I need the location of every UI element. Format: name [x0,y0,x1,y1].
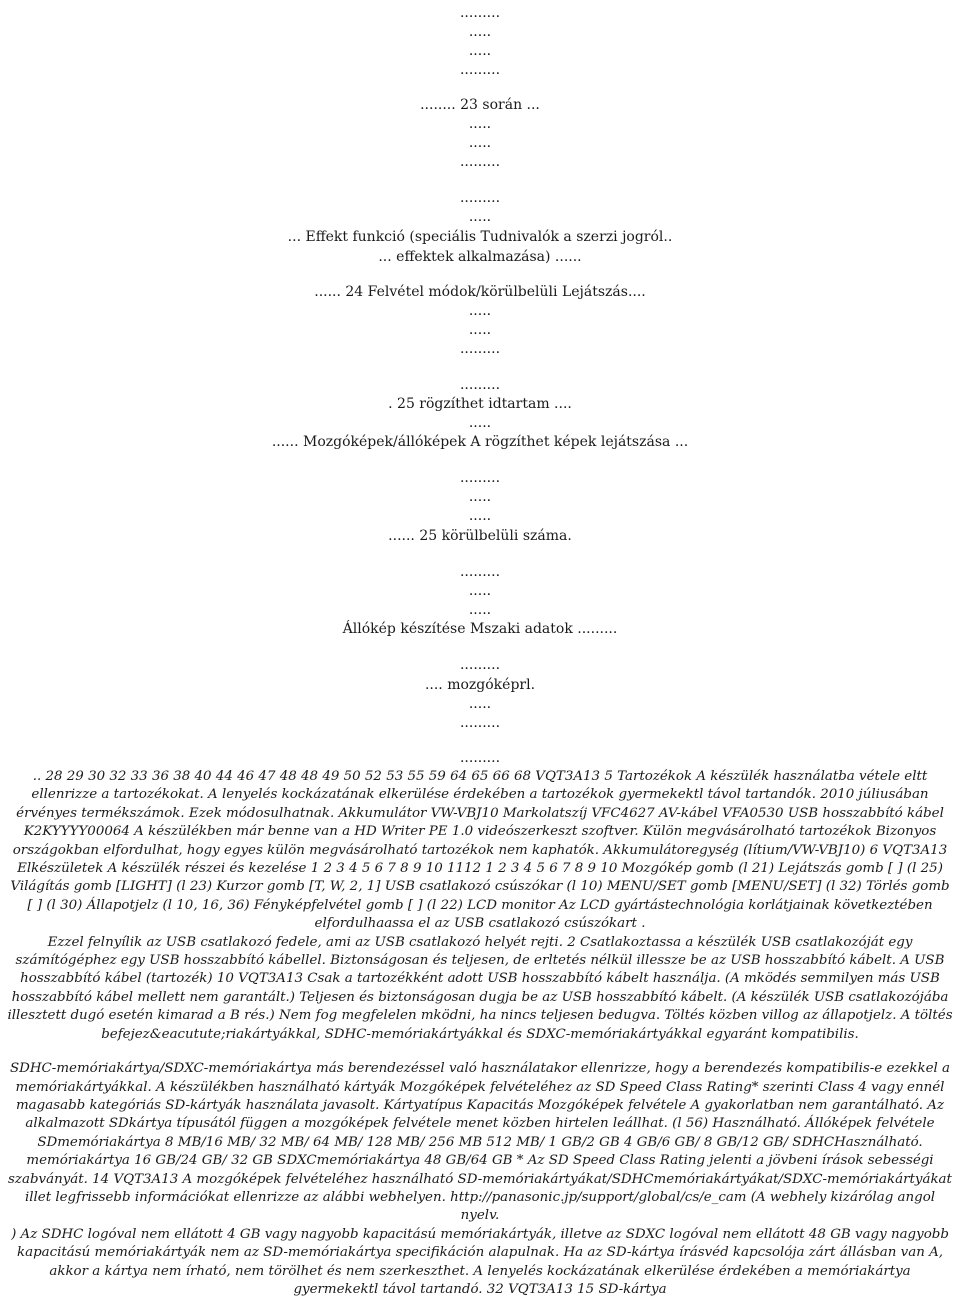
toc-line: ......... [459,5,501,21]
toc-line: ..... [468,43,492,59]
toc-line: .... mozgóképrl. [424,677,536,693]
toc-line: ..... [468,24,492,40]
toc-line: ......... [459,715,501,731]
toc-line: ..... [468,322,492,338]
toc-line: ..... [468,116,492,132]
toc-line: ... Effekt funkció (speciális Tudnivalók a szerzi jogról.. [287,229,673,245]
toc-line: ......... [459,657,501,673]
toc-line: ..... [468,583,492,599]
toc-line: ..... [468,135,492,151]
toc-line: ..... [468,602,492,618]
paragraph: .. 28 29 30 32 33 36 38 40 44 46 47 48 48 49 50 52 53 55 59 64 65 66 68 VQT3A13 5 Tartozékok A készülék használatba vétele eltt ellenrizze a tartozékokat. A lenyelés kockázatának elkerülése érdekében a tartozékok gyermekektl távol tartandók. 2010 júliusában érvényes termékszámok. Ezek módosulhatnak. Akkumulátor VW-VBJ10 Markolatszíj VFC4627 AV-kábel VFA0530 USB hosszabbító kábel K2KYYYY00064 A készülékben már benne van a HD Writer PE 1.0 videószerkeszt szoftver. Külön megvásárolható tartozékok Bizonyos országokban elfordulhat, hogy egyes külön megvásárolható tartozékok nem kaphatók. Akkumulátoregység (lítium/VW-VBJ10) 6 VQT3A13 Elkészületek A készülék részei és kezelése 1 2 3 4 5 6 7 8 9 10 1112 1 2 3 4 5 6 7 8 9 10 Mozgókép gomb (l 21) Lejátszás gomb [ ] (l 25) Világítás gomb [LIGHT] (l 23) Kurzor gomb [T, W, 2, 1] USB csatlakozó csúszókar (l 10) MENU/SET gomb [MENU/SET] (l 32) Törlés gomb [ ] (l 30) Állapotjelz (l 10, 16, 36) Fényképfelvétel gomb [ ] (l 22) LCD monitor Az LCD gyártástechnológia korlátjainak következtében elfordulhaassa el az USB csatlakozó csúszókart . [10,769,950,932]
toc-line: . 25 rögzíthet idtartam .... [388,396,572,412]
paragraph: ) Az SDHC logóval nem ellátott 4 GB vagy nagyobb kapacitású memóriakártyák, illetve az SDXC logóval nem ellátott 48 GB vagy nagyobb kapacitású memóriakártyák nem az SD-memóriakártya specifikáción alapulnak. Ha az SD-kártya írásvéd kapcsolója zárt állásban van A, akkor a kártya nem írható, nem törölhet és nem szerkeszthet. A lenyelés kockázatának elkerülése érdekében a memóriakártya gyermekektl távol tartandó. 32 VQT3A13 15 SD-kártya [11,1226,949,1297]
toc-line: ...... Mozgóképek/állóképek A rögzíthet képek lejátszása ... [271,434,689,450]
toc-line: ........ 23 során ... [420,97,540,113]
toc-line: ...... 24 Felvétel módok/körülbelüli Lejátszás.... [314,284,646,300]
toc-line: ..... [468,209,492,225]
toc-line: ..... [468,508,492,524]
paragraph: SDHC-memóriakártya/SDXC-memóriakártya más berendezéssel való használatakor ellenrizze, hogy a berendezés kompatibilis-e ezekkel a memóriakártyákkal. A készülékben használható kártyák Mozgóképek felvételéhez az SD Speed Class Rating* szerinti Class 4 vagy ennél magasabb kategóriás SD-kártyák használata javasolt. Kártyatípus Kapacitás Mozgóképek felvétele A gyakorlatban nem garantálható. Az alkalmazott SDkártya típusától függen a mozgóképek felvétele menet közben hirtelen leállhat. (l 56) Használható. Állóképek felvétele SDmemóriakártya 8 MB/16 MB/ 32 MB/ 64 MB/ 128 MB/ 256 MB 512 MB/ 1 GB/2 GB 4 GB/6 GB/ 8 GB/12 GB/ SDHCHasználható. memóriakártya 16 GB/24 GB/ 32 GB SDXCmemóriakártya 48 GB/64 GB * Az SD Speed Class Rating jelenti a jövbeni írások sebességi szabványát. 14 VQT3A13 A mozgóképek felvételéhez használható SD-memóriakártyákat/SDHCmemóriakártyákat/SDXC-memóriakártyákat illet legfrissebb információkat ellenrizze az alábbi webhelyen. http://panasonic.jp/support/global/cs/e_cam (A webhely kizárólag angol nyelv. [8,1061,952,1224]
toc-line: ......... [459,62,501,78]
toc-line: ......... [459,341,501,357]
toc-line: ......... [459,750,501,766]
toc-line: ...... 25 körülbelüli száma. [388,528,572,544]
toc-line: ..... [468,415,492,431]
toc-line: ..... [468,696,492,712]
toc-line: ..... [468,489,492,505]
toc-line: ......... [459,190,501,206]
toc-line: ......... [459,470,501,486]
toc-line: ..... [468,303,492,319]
body-text [6,768,954,1299]
toc-line: Állókép készítése Mszaki adatok ......... [342,621,618,637]
paragraph: Ezzel felnyílik az USB csatlakozó fedele, ami az USB csatlakozó helyét rejti. 2 Csatlakoztassa a készülék USB csatlakozóját egy számítógéphez egy USB hosszabbító kábellel. Biztonságosan és teljesen, de erltetés nélkül illessze be az USB hosszabbító kábelt. A USB hosszabbító kábel (tartozék) 10 VQT3A13 Csak a tartozékként adott USB hosszabbító kábelt használja. (A mködés semmilyen más USB hosszabbító kábel mellett nem garantált.) Teljesen és biztonságosan dugja be az USB hosszabbító kábelt. (A készülék USB csatlakozójába illesztett dugó esetén kimarad a B rés.) Nem fog megfelelen mködni, ha nincs teljesen bedugva. Töltés közben villog az állapotjelz. A töltés befejez&eacutute;riakártyákkal, SDHC-memóriakártyákkal és SDXC-memóriakártyákkal egyaránt kompatibilis. [7,934,953,1042]
toc-line: ......... [459,564,501,580]
paragraph-gap [6,1044,954,1060]
toc-line: ... effektek alkalmazása) ...... [378,249,582,265]
toc-line: ......... [459,154,501,170]
toc-line: ......... [459,377,501,393]
